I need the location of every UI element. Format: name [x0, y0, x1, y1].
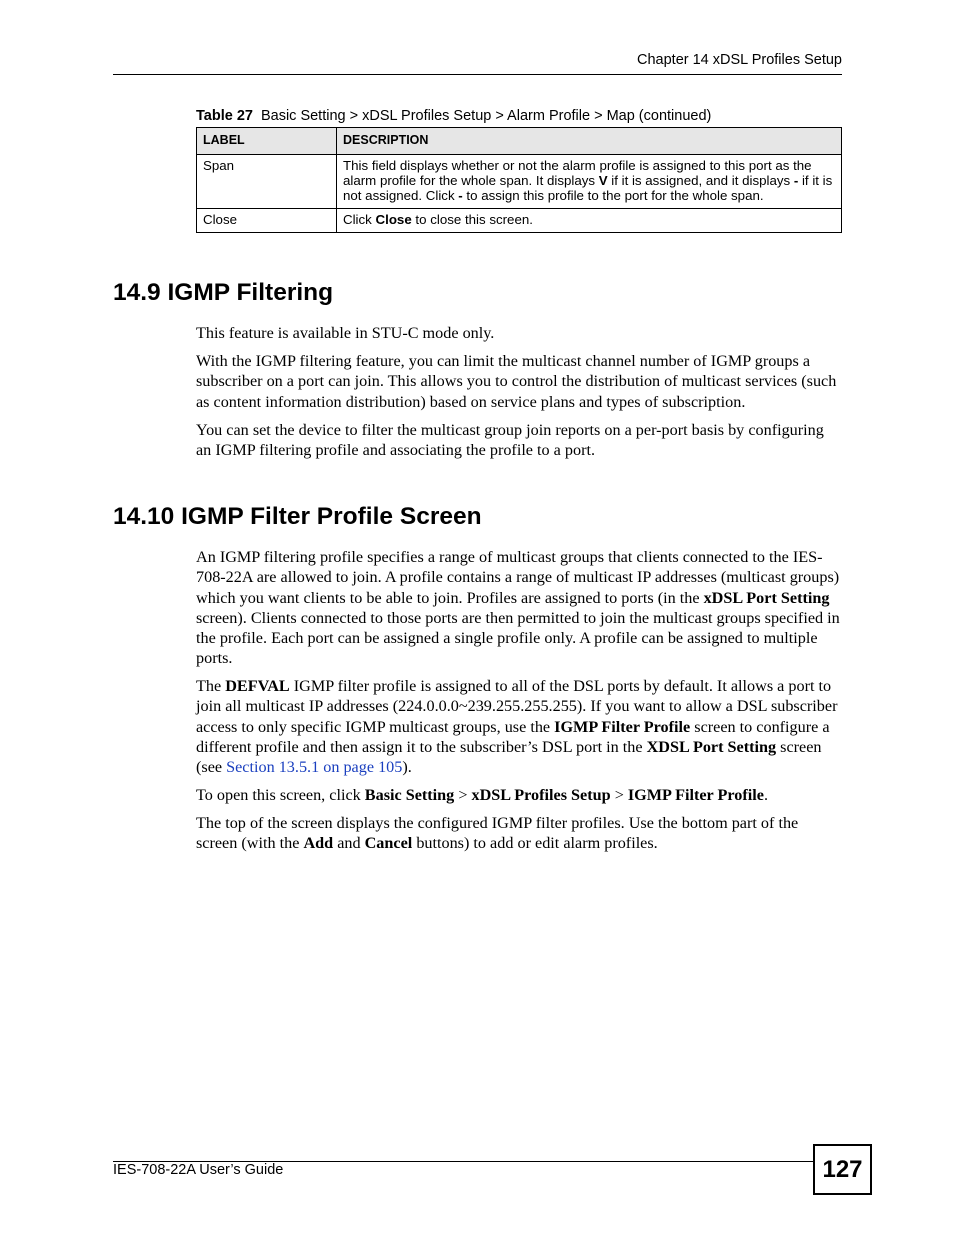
- text-run: >: [610, 786, 628, 804]
- text-run: To open this screen, click: [196, 786, 365, 804]
- text-run: screen (see: [196, 737, 822, 777]
- bold-text: -: [458, 188, 463, 203]
- text-run: if it is assigned, and it displays: [607, 173, 794, 188]
- row-description: [337, 209, 842, 233]
- text-run: screen). Clients connected to those ports are then permitted to join the multicast groups specified in the profile. Each port can be assigned a single profile only. A profile can be assigned to multiple ports.: [196, 608, 840, 668]
- footer-guide-title: IES-708-22A User’s Guide: [113, 1162, 284, 1178]
- paragraph: [196, 785, 842, 805]
- text-run: >: [454, 786, 472, 804]
- page-number: 127: [813, 1144, 872, 1195]
- paragraph: [196, 420, 842, 461]
- description-table: [196, 127, 842, 233]
- text-run: screen to configure a different profile and then assign it to the subscriber’s DSL port in the: [196, 717, 830, 756]
- bold-text: IGMP Filter Profile: [554, 717, 691, 736]
- table-caption: [196, 108, 711, 124]
- text-run: .: [763, 786, 768, 804]
- text-run: buttons) to add or edit alarm profiles.: [412, 834, 658, 853]
- bold-text: xDSL Port Setting: [703, 588, 830, 607]
- paragraph: [196, 676, 842, 777]
- row-label: Span: [197, 155, 337, 209]
- table-header-row: [197, 128, 842, 155]
- text-run: You can set the device to filter the multicast group join reports on a per-port basis by configuring an IGMP filtering profile and associating the profile to a port.: [196, 421, 824, 460]
- paragraph: [196, 547, 842, 669]
- bold-text: Add: [303, 834, 334, 853]
- paragraph: [196, 351, 842, 412]
- column-header-label: LABEL: [197, 128, 337, 155]
- row-label: Close: [197, 209, 337, 233]
- text-run: IGMP filter profile is assigned to all of the DSL ports by default. It allows a port to join all multicast IP addresses (224.0.0.0~239.255.255.255). If you want to allow a DSL subscriber access to only specific IGMP multicast groups, use the: [196, 677, 838, 736]
- bold-text: V: [598, 173, 608, 188]
- bold-text: Cancel: [364, 834, 413, 853]
- text-run: This field displays whether or not the alarm profile is assigned to this port as the alarm profile for the whole span. It displays: [343, 158, 812, 188]
- text-run: The top of the screen displays the configured IGMP filter profiles. Use the bottom part of the screen (with the: [196, 814, 799, 853]
- bold-text: xDSL Profiles Setup: [471, 786, 611, 804]
- text-run: Click: [343, 212, 376, 227]
- text-run: and: [333, 834, 365, 853]
- bold-text: XDSL Port Setting: [646, 737, 777, 756]
- table-caption-label: Table 27: [196, 108, 253, 124]
- section-heading-igmp-filtering: 14.9 IGMP Filtering: [113, 279, 334, 306]
- bold-text: Close: [375, 212, 412, 227]
- cross-reference-link[interactable]: Section 13.5.1 on page 105: [226, 758, 403, 777]
- chapter-header: Chapter 14 xDSL Profiles Setup: [637, 52, 842, 68]
- section-heading-igmp-filter-profile-screen: 14.10 IGMP Filter Profile Screen: [113, 503, 482, 530]
- text-run: to close this screen.: [411, 212, 533, 227]
- bold-text: -: [793, 173, 799, 188]
- bold-text: DEFVAL: [225, 677, 290, 695]
- text-run: if it is not assigned. Click: [343, 173, 833, 203]
- text-run: With the IGMP filtering feature, you can limit the multicast channel number of IGMP groups a subscriber on a port can join. This allows you to control the distribution of multicast services (such as content information distribution) based on service plans and types of subscription.: [196, 352, 837, 411]
- paragraph: [196, 813, 842, 854]
- row-description: [337, 155, 842, 209]
- text-run: to assign this profile to the port for the whole span.: [462, 188, 764, 203]
- text-run: An IGMP filtering profile specifies a range of multicast groups that clients connected to the IES-708-22A are allowed to join. A profile contains a range of multicast IP addresses (multicast groups) which you want clients to be able to join. Profiles are assigned to ports (in the: [196, 548, 840, 607]
- paragraph: [196, 323, 842, 343]
- bold-text: IGMP Filter Profile: [627, 786, 764, 804]
- text-run: This feature is available in STU-C mode only.: [196, 324, 495, 342]
- text-run: The: [196, 677, 226, 695]
- table-row: [197, 209, 842, 233]
- text-run: ).: [402, 758, 412, 777]
- header-rule: [113, 74, 842, 75]
- bold-text: Basic Setting: [364, 786, 455, 804]
- column-header-description: DESCRIPTION: [337, 128, 842, 155]
- table-caption-text: Basic Setting > xDSL Profiles Setup > Alarm Profile > Map (continued): [260, 108, 712, 124]
- table-row: [197, 155, 842, 209]
